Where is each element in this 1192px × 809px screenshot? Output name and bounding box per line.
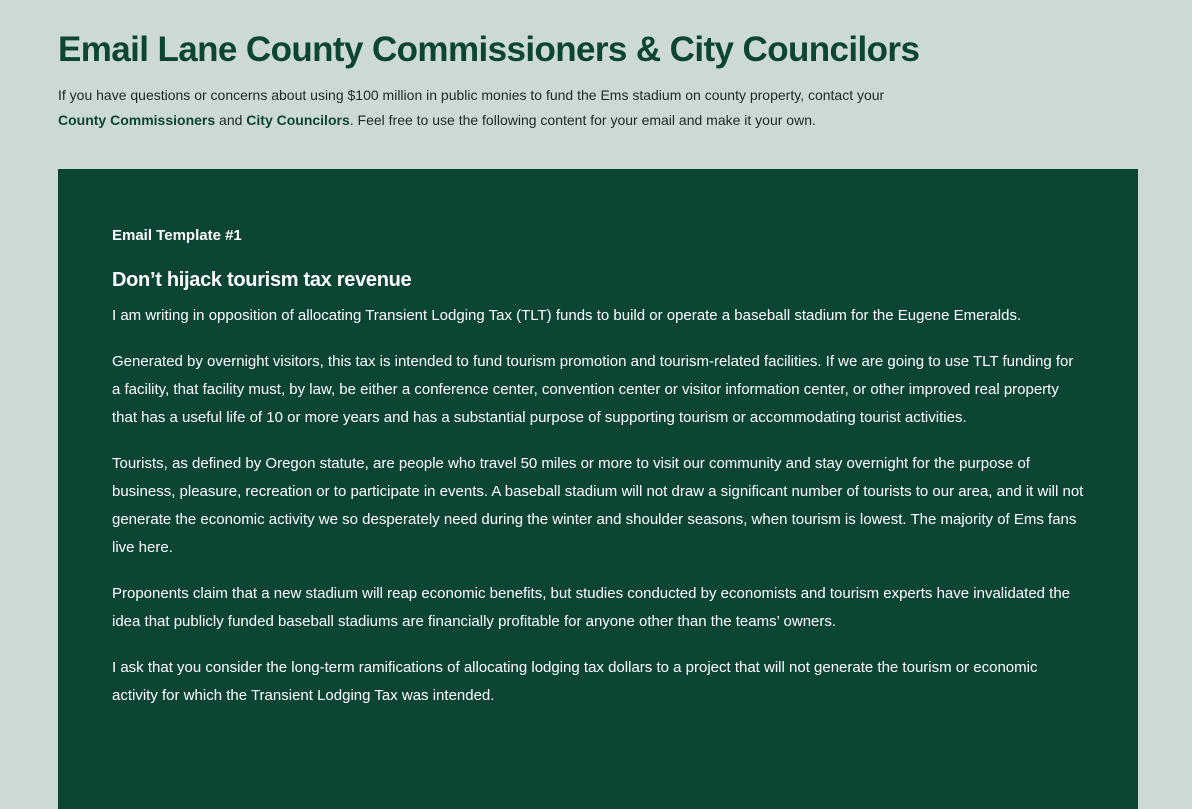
email-template-card	[58, 169, 1138, 809]
email-template-body	[112, 302, 1084, 728]
email-template-paragraph: I ask that you consider the long-term ramifications of allocating lodging tax dollars to a project that will not generate the tourism or economic activity for which the Transient Lodging Tax was intended.	[112, 659, 1038, 704]
intro-text-part2: . Feel free to use the following content for your email and make it your own.	[349, 112, 816, 128]
email-template-paragraph: I am writing in opposition of allocating Transient Lodging Tax (TLT) funds to build or operate a baseball stadium for the Eugene Emeralds.	[112, 307, 1022, 324]
intro-text-part1: If you have questions or concerns about using $100 million in public monies to fund the Ems stadium on county property, contact your	[58, 87, 885, 103]
page-title: Email Lane County Commissioners & City Councilors	[58, 30, 920, 69]
intro-text-and: and	[215, 112, 247, 128]
city-councilors-link[interactable]: City Councilors	[246, 112, 350, 128]
email-template-paragraph: Generated by overnight visitors, this tax is intended to fund tourism promotion and tourism-related facilities. If we are going to use TLT funding for a facility, that facility must, by law, be either a conference center, convention center or visitor information center, or other improved real property that has a useful life of 10 or more years and has a substantial purpose of supporting tourism or accommodating tourist activities.	[112, 353, 1074, 426]
email-template-heading: Don’t hijack tourism tax revenue	[112, 269, 412, 291]
email-template-label: Email Template #1	[112, 227, 242, 244]
intro-text	[58, 83, 928, 133]
email-template-paragraph: Proponents claim that a new stadium will reap economic benefits, but studies conducted by economists and tourism experts have invalidated the idea that publicly funded baseball stadiums are financially profitable for anyone other than the teams’ owners.	[112, 585, 1071, 630]
county-commissioners-link[interactable]: County Commissioners	[58, 112, 216, 128]
email-template-paragraph: Tourists, as defined by Oregon statute, are people who travel 50 miles or more to visit our community and stay overnight for the purpose of business, pleasure, recreation or to participate in events. A baseball stadium will not draw a significant number of tourists to our area, and it will not generate the economic activity we so desperately need during the winter and shoulder seasons, when tourism is lowest. The majority of Ems fans live here.	[112, 455, 1084, 556]
